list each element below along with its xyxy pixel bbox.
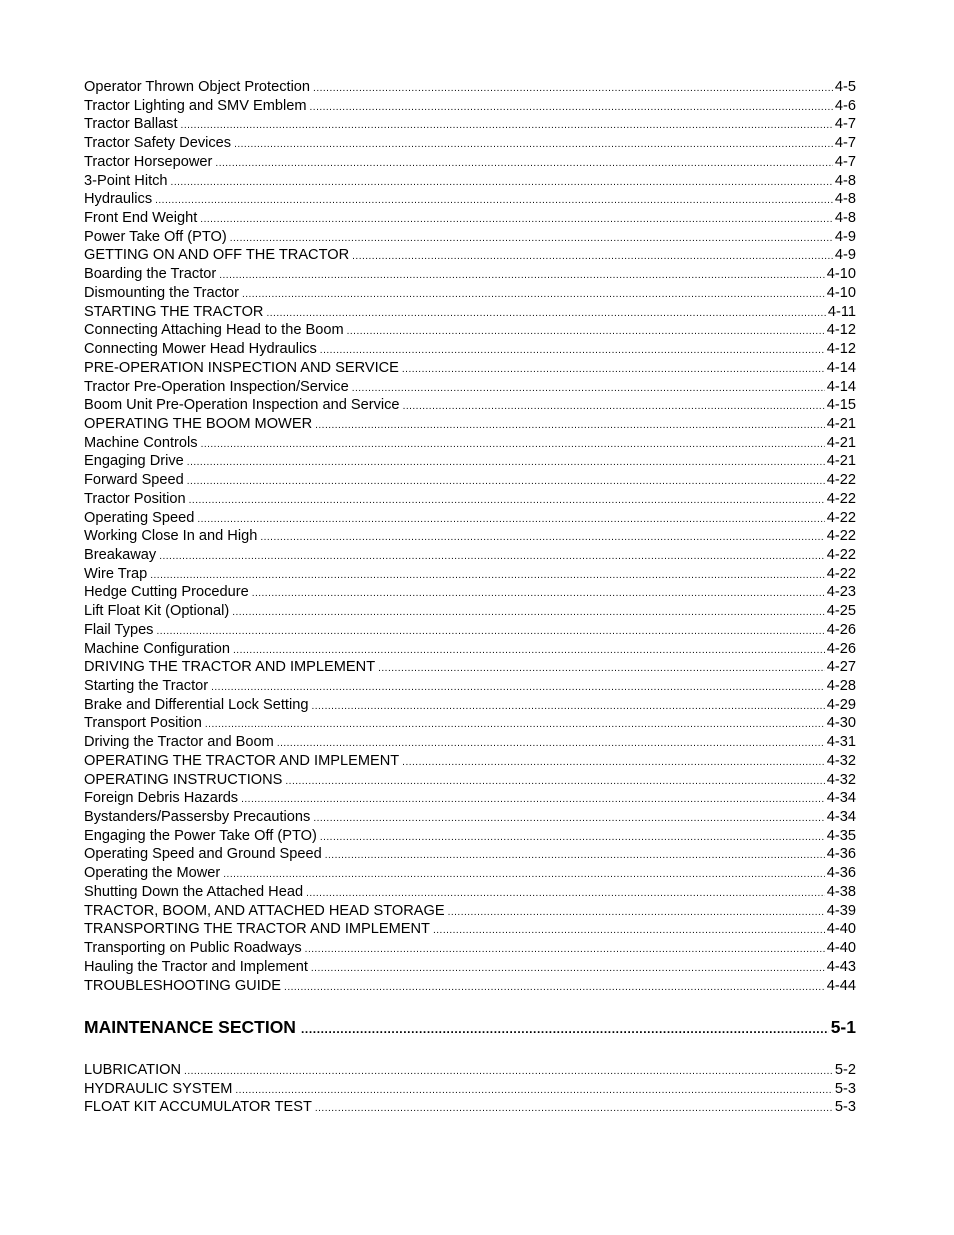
toc-entry[interactable]	[84, 209, 856, 228]
toc-entry-title: Brake and Differential Lock Setting	[84, 696, 309, 713]
toc-entry-page: 4-7	[834, 135, 856, 152]
toc-entry-page: 4-31	[826, 734, 856, 751]
toc-entry[interactable]	[84, 602, 856, 621]
dot-leader	[156, 627, 824, 637]
toc-entry[interactable]	[84, 303, 856, 322]
toc-entry[interactable]	[84, 621, 856, 640]
toc-entry-title: Foreign Debris Hazards	[84, 790, 239, 807]
dot-leader	[402, 365, 825, 375]
dot-leader	[402, 758, 825, 768]
toc-entry-title: PRE-OPERATION INSPECTION AND SERVICE	[84, 359, 399, 376]
toc-entry-page: 4-32	[826, 752, 856, 769]
toc-entry[interactable]	[84, 115, 856, 134]
toc-entry-title: Hedge Cutting Procedure	[84, 584, 249, 601]
toc-entry[interactable]	[84, 415, 856, 434]
toc-entry-title: Lift Float Kit (Optional)	[84, 603, 230, 620]
dot-leader	[181, 121, 833, 131]
toc-entry[interactable]	[84, 340, 856, 359]
dot-leader	[448, 908, 825, 918]
toc-entry-title: 3-Point Hitch	[84, 172, 168, 189]
dot-leader	[252, 589, 825, 599]
toc-entry-page: 4-28	[826, 678, 856, 694]
dot-leader	[277, 739, 825, 749]
toc-entry-page: 4-36	[826, 846, 856, 863]
dot-leader	[320, 346, 825, 356]
toc-entry-page: 4-30	[826, 715, 856, 732]
toc-entry-title: Operating Speed	[84, 509, 195, 526]
toc-entry-page: 4-29	[826, 696, 856, 713]
toc-entry-page: 4-8	[834, 191, 856, 208]
toc-entry-page: 4-40	[826, 940, 856, 957]
dot-leader	[200, 215, 833, 225]
toc-entry[interactable]	[84, 752, 856, 771]
toc-entry-title: Transporting on Public Roadways	[84, 940, 302, 957]
toc-entry-page: 4-22	[826, 565, 856, 582]
dot-leader	[233, 646, 825, 656]
toc-entry[interactable]	[84, 546, 856, 565]
section-title: MAINTENANCE SECTION	[84, 1017, 296, 1037]
dot-leader	[155, 196, 833, 206]
toc-entry-page: 4-8	[834, 172, 856, 189]
toc-entry-page: 4-22	[826, 546, 856, 563]
toc-entry[interactable]	[84, 490, 856, 509]
toc-entry-title: Driving the Tractor and Boom	[84, 734, 274, 751]
toc-entry-title: Tractor Pre-Operation Inspection/Service	[84, 378, 349, 395]
toc-entry-title: Transport Position	[84, 715, 202, 732]
toc-entry-title: Tractor Horsepower	[84, 153, 213, 170]
toc-entry-page: 5-3	[834, 1099, 856, 1116]
toc-entry-page: 4-34	[826, 809, 856, 826]
toc-entry-title: Machine Configuration	[84, 640, 231, 657]
toc-entry[interactable]	[84, 284, 856, 303]
dot-leader	[352, 384, 825, 394]
toc-entry-title: LUBRICATION	[84, 1062, 182, 1078]
toc-entry[interactable]	[84, 827, 856, 846]
dot-leader	[284, 983, 825, 993]
toc-entry-title: Forward Speed	[84, 472, 184, 489]
maintenance-toc-list	[84, 1061, 856, 1117]
toc-entry-page: 4-32	[826, 771, 856, 788]
toc-entry-page: 4-26	[826, 640, 856, 657]
toc-entry[interactable]	[84, 527, 856, 546]
toc-entry[interactable]	[84, 640, 856, 659]
toc-entry[interactable]	[84, 902, 856, 921]
toc-entry-title: Front End Weight	[84, 210, 198, 227]
toc-entry-title: TRACTOR, BOOM, AND ATTACHED HEAD STORAGE	[84, 902, 445, 919]
toc-entry[interactable]	[84, 265, 856, 284]
dot-leader	[171, 178, 833, 188]
dot-leader	[184, 1067, 833, 1077]
toc-entry-title: Tractor Ballast	[84, 116, 178, 133]
toc-entry-page: 4-22	[826, 528, 856, 545]
toc-entry-page: 4-15	[826, 397, 856, 414]
dot-leader	[235, 1086, 833, 1096]
toc-entry[interactable]	[84, 565, 856, 584]
toc-entry[interactable]	[84, 97, 856, 116]
toc-entry-title: Breakaway	[84, 546, 157, 563]
toc-entry[interactable]	[84, 583, 856, 602]
toc-entry-page: 4-43	[826, 958, 856, 975]
dot-leader	[315, 421, 825, 431]
toc-entry-title: Tractor Position	[84, 490, 186, 507]
toc-entry-page: 4-27	[826, 659, 856, 676]
toc-entry-title: Dismounting the Tractor	[84, 284, 239, 301]
toc-entry[interactable]	[84, 977, 856, 996]
dot-leader	[311, 702, 824, 712]
dot-leader	[242, 290, 825, 300]
toc-entry-title: Operating Speed and Ground Speed	[84, 846, 322, 863]
toc-entry-title: OPERATING INSTRUCTIONS	[84, 771, 283, 788]
dot-leader	[260, 533, 824, 543]
toc-entry-title: Hydraulics	[84, 191, 153, 208]
toc-entry-page: 5-2	[834, 1062, 856, 1078]
toc-entry-page: 4-7	[834, 153, 856, 170]
toc-entry[interactable]	[84, 134, 856, 153]
toc-entry-page: 4-5	[834, 79, 856, 95]
toc-entry[interactable]	[84, 246, 856, 265]
toc-entry-page: 4-38	[826, 883, 856, 900]
toc-entry-title: STARTING THE TRACTOR	[84, 303, 264, 320]
toc-entry-page: 4-9	[834, 228, 856, 245]
toc-entry[interactable]	[84, 939, 856, 958]
dot-leader	[241, 795, 825, 805]
dot-leader	[320, 833, 825, 843]
toc-entry-page: 4-12	[826, 322, 856, 339]
toc-entry-title: Power Take Off (PTO)	[84, 228, 227, 245]
dot-leader	[187, 477, 825, 487]
toc-entry-title: Boarding the Tractor	[84, 266, 217, 283]
toc-entry-title: Tractor Safety Devices	[84, 135, 232, 152]
toc-entry-title: Machine Controls	[84, 434, 198, 451]
toc-entry-page: 4-6	[834, 97, 856, 114]
dot-leader	[189, 496, 825, 506]
toc-entry[interactable]	[84, 190, 856, 209]
toc-entry-page: 4-22	[826, 509, 856, 526]
toc-entry-title: HYDRAULIC SYSTEM	[84, 1080, 233, 1097]
toc-entry[interactable]	[84, 733, 856, 752]
toc-entry-title: Boom Unit Pre-Operation Inspection and Service	[84, 397, 400, 414]
dot-leader	[325, 851, 825, 861]
toc-entry-page: 4-23	[826, 584, 856, 601]
toc-entry-title: Working Close In and High	[84, 528, 258, 545]
toc-entry-page: 4-22	[826, 472, 856, 489]
dot-leader	[219, 271, 825, 281]
dot-leader	[310, 103, 833, 113]
toc-entry-title: TROUBLESHOOTING GUIDE	[84, 977, 282, 994]
toc-entry-title: GETTING ON AND OFF THE TRACTOR	[84, 247, 350, 264]
toc-entry[interactable]	[84, 378, 856, 397]
toc-entry[interactable]	[84, 434, 856, 453]
toc-entry[interactable]	[84, 771, 856, 790]
toc-entry[interactable]	[84, 958, 856, 977]
dot-leader	[313, 814, 824, 824]
dot-leader	[306, 889, 825, 899]
toc-entry-title: Bystanders/Passersby Precautions	[84, 809, 311, 826]
toc-entry[interactable]	[84, 452, 856, 471]
dot-leader	[159, 552, 825, 562]
toc-entry-title: Hauling the Tractor and Implement	[84, 958, 308, 975]
dot-leader	[311, 964, 825, 974]
dot-leader	[352, 252, 833, 262]
toc-entry-page: 4-10	[826, 266, 856, 283]
toc-entry[interactable]	[84, 172, 856, 191]
toc-entry[interactable]	[84, 864, 856, 883]
dot-leader	[211, 683, 825, 693]
toc-entry-page: 4-8	[834, 210, 856, 227]
toc-entry-title: FLOAT KIT ACCUMULATOR TEST	[84, 1099, 312, 1116]
toc-entry-page: 4-36	[826, 865, 856, 882]
dot-leader	[197, 515, 824, 525]
toc-entry[interactable]	[84, 509, 856, 528]
toc-list	[84, 78, 856, 995]
dot-leader	[266, 309, 825, 319]
dot-leader	[215, 159, 832, 169]
toc-entry[interactable]	[84, 789, 856, 808]
toc-entry[interactable]	[84, 658, 856, 677]
dot-leader	[378, 664, 825, 674]
toc-entry[interactable]	[84, 228, 856, 247]
toc-entry-title: Wire Trap	[84, 565, 148, 582]
dot-leader	[285, 777, 824, 787]
toc-entry[interactable]	[84, 78, 856, 97]
toc-entry-page: 4-14	[826, 378, 856, 395]
toc-entry-page: 4-10	[826, 284, 856, 301]
toc-entry-page: 4-44	[826, 977, 856, 994]
toc-entry-title: Connecting Mower Head Hydraulics	[84, 341, 317, 358]
dot-leader	[205, 720, 825, 730]
dot-leader	[232, 608, 825, 618]
toc-entry-page: 4-14	[826, 359, 856, 376]
dot-leader	[230, 234, 833, 244]
toc-entry[interactable]	[84, 1061, 856, 1080]
toc-entry-title: Engaging Drive	[84, 453, 184, 470]
toc-entry[interactable]	[84, 920, 856, 939]
toc-entry-page: 4-12	[826, 341, 856, 358]
toc-entry-title: Shutting Down the Attached Head	[84, 883, 304, 900]
toc-entry-page: 4-22	[826, 490, 856, 507]
toc-entry-title: Connecting Attaching Head to the Boom	[84, 322, 344, 339]
toc-entry-title: TRANSPORTING THE TRACTOR AND IMPLEMENT	[84, 921, 430, 938]
dot-leader	[301, 1018, 829, 1040]
toc-entry-page: 4-21	[826, 415, 856, 432]
toc-entry[interactable]	[84, 471, 856, 490]
dot-leader	[403, 402, 825, 412]
toc-entry-page: 4-7	[834, 116, 856, 133]
toc-entry-page: 4-34	[826, 790, 856, 807]
toc-entry-title: DRIVING THE TRACTOR AND IMPLEMENT	[84, 659, 376, 676]
dot-leader	[150, 571, 825, 581]
toc-entry[interactable]	[84, 359, 856, 378]
toc-entry-page: 4-11	[827, 303, 856, 320]
dot-leader	[315, 1104, 833, 1114]
toc-entry[interactable]	[84, 677, 856, 696]
toc-entry-page: 4-25	[826, 603, 856, 620]
toc-entry-title: OPERATING THE TRACTOR AND IMPLEMENT	[84, 752, 400, 769]
dot-leader	[433, 926, 825, 936]
dot-leader	[187, 458, 825, 468]
toc-entry-page: 5-3	[834, 1080, 856, 1097]
toc-entry[interactable]	[84, 321, 856, 340]
dot-leader	[223, 870, 825, 880]
toc-entry[interactable]	[84, 883, 856, 902]
section-heading[interactable]	[84, 1016, 856, 1040]
dot-leader	[201, 440, 825, 450]
toc-entry-title: Operator Thrown Object Protection	[84, 79, 311, 95]
toc-entry[interactable]	[84, 1098, 856, 1117]
toc-entry[interactable]	[84, 696, 856, 715]
toc-entry[interactable]	[84, 1080, 856, 1099]
section-page-number: 5-1	[830, 1017, 856, 1037]
dot-leader	[347, 327, 825, 337]
toc-entry-page: 4-9	[834, 247, 856, 264]
toc-entry-title: Flail Types	[84, 621, 154, 638]
toc-entry-page: 4-39	[826, 902, 856, 919]
toc-entry[interactable]	[84, 845, 856, 864]
dot-leader	[305, 945, 825, 955]
toc-entry-title: Engaging the Power Take Off (PTO)	[84, 827, 317, 844]
toc-entry-title: Tractor Lighting and SMV Emblem	[84, 97, 307, 114]
toc-entry[interactable]	[84, 396, 856, 415]
toc-entry-page: 4-21	[826, 434, 856, 451]
toc-entry[interactable]	[84, 714, 856, 733]
toc-entry-title: OPERATING THE BOOM MOWER	[84, 415, 313, 432]
dot-leader	[234, 140, 833, 150]
toc-entry[interactable]	[84, 808, 856, 827]
dot-leader	[313, 84, 833, 94]
toc-entry-title: Starting the Tractor	[84, 678, 209, 694]
toc-entry-title: Operating the Mower	[84, 865, 221, 882]
toc-entry-page: 4-40	[826, 921, 856, 938]
toc-entry[interactable]	[84, 153, 856, 172]
toc-entry-page: 4-21	[826, 453, 856, 470]
toc-entry-page: 4-35	[826, 827, 856, 844]
toc-entry-page: 4-26	[826, 621, 856, 638]
